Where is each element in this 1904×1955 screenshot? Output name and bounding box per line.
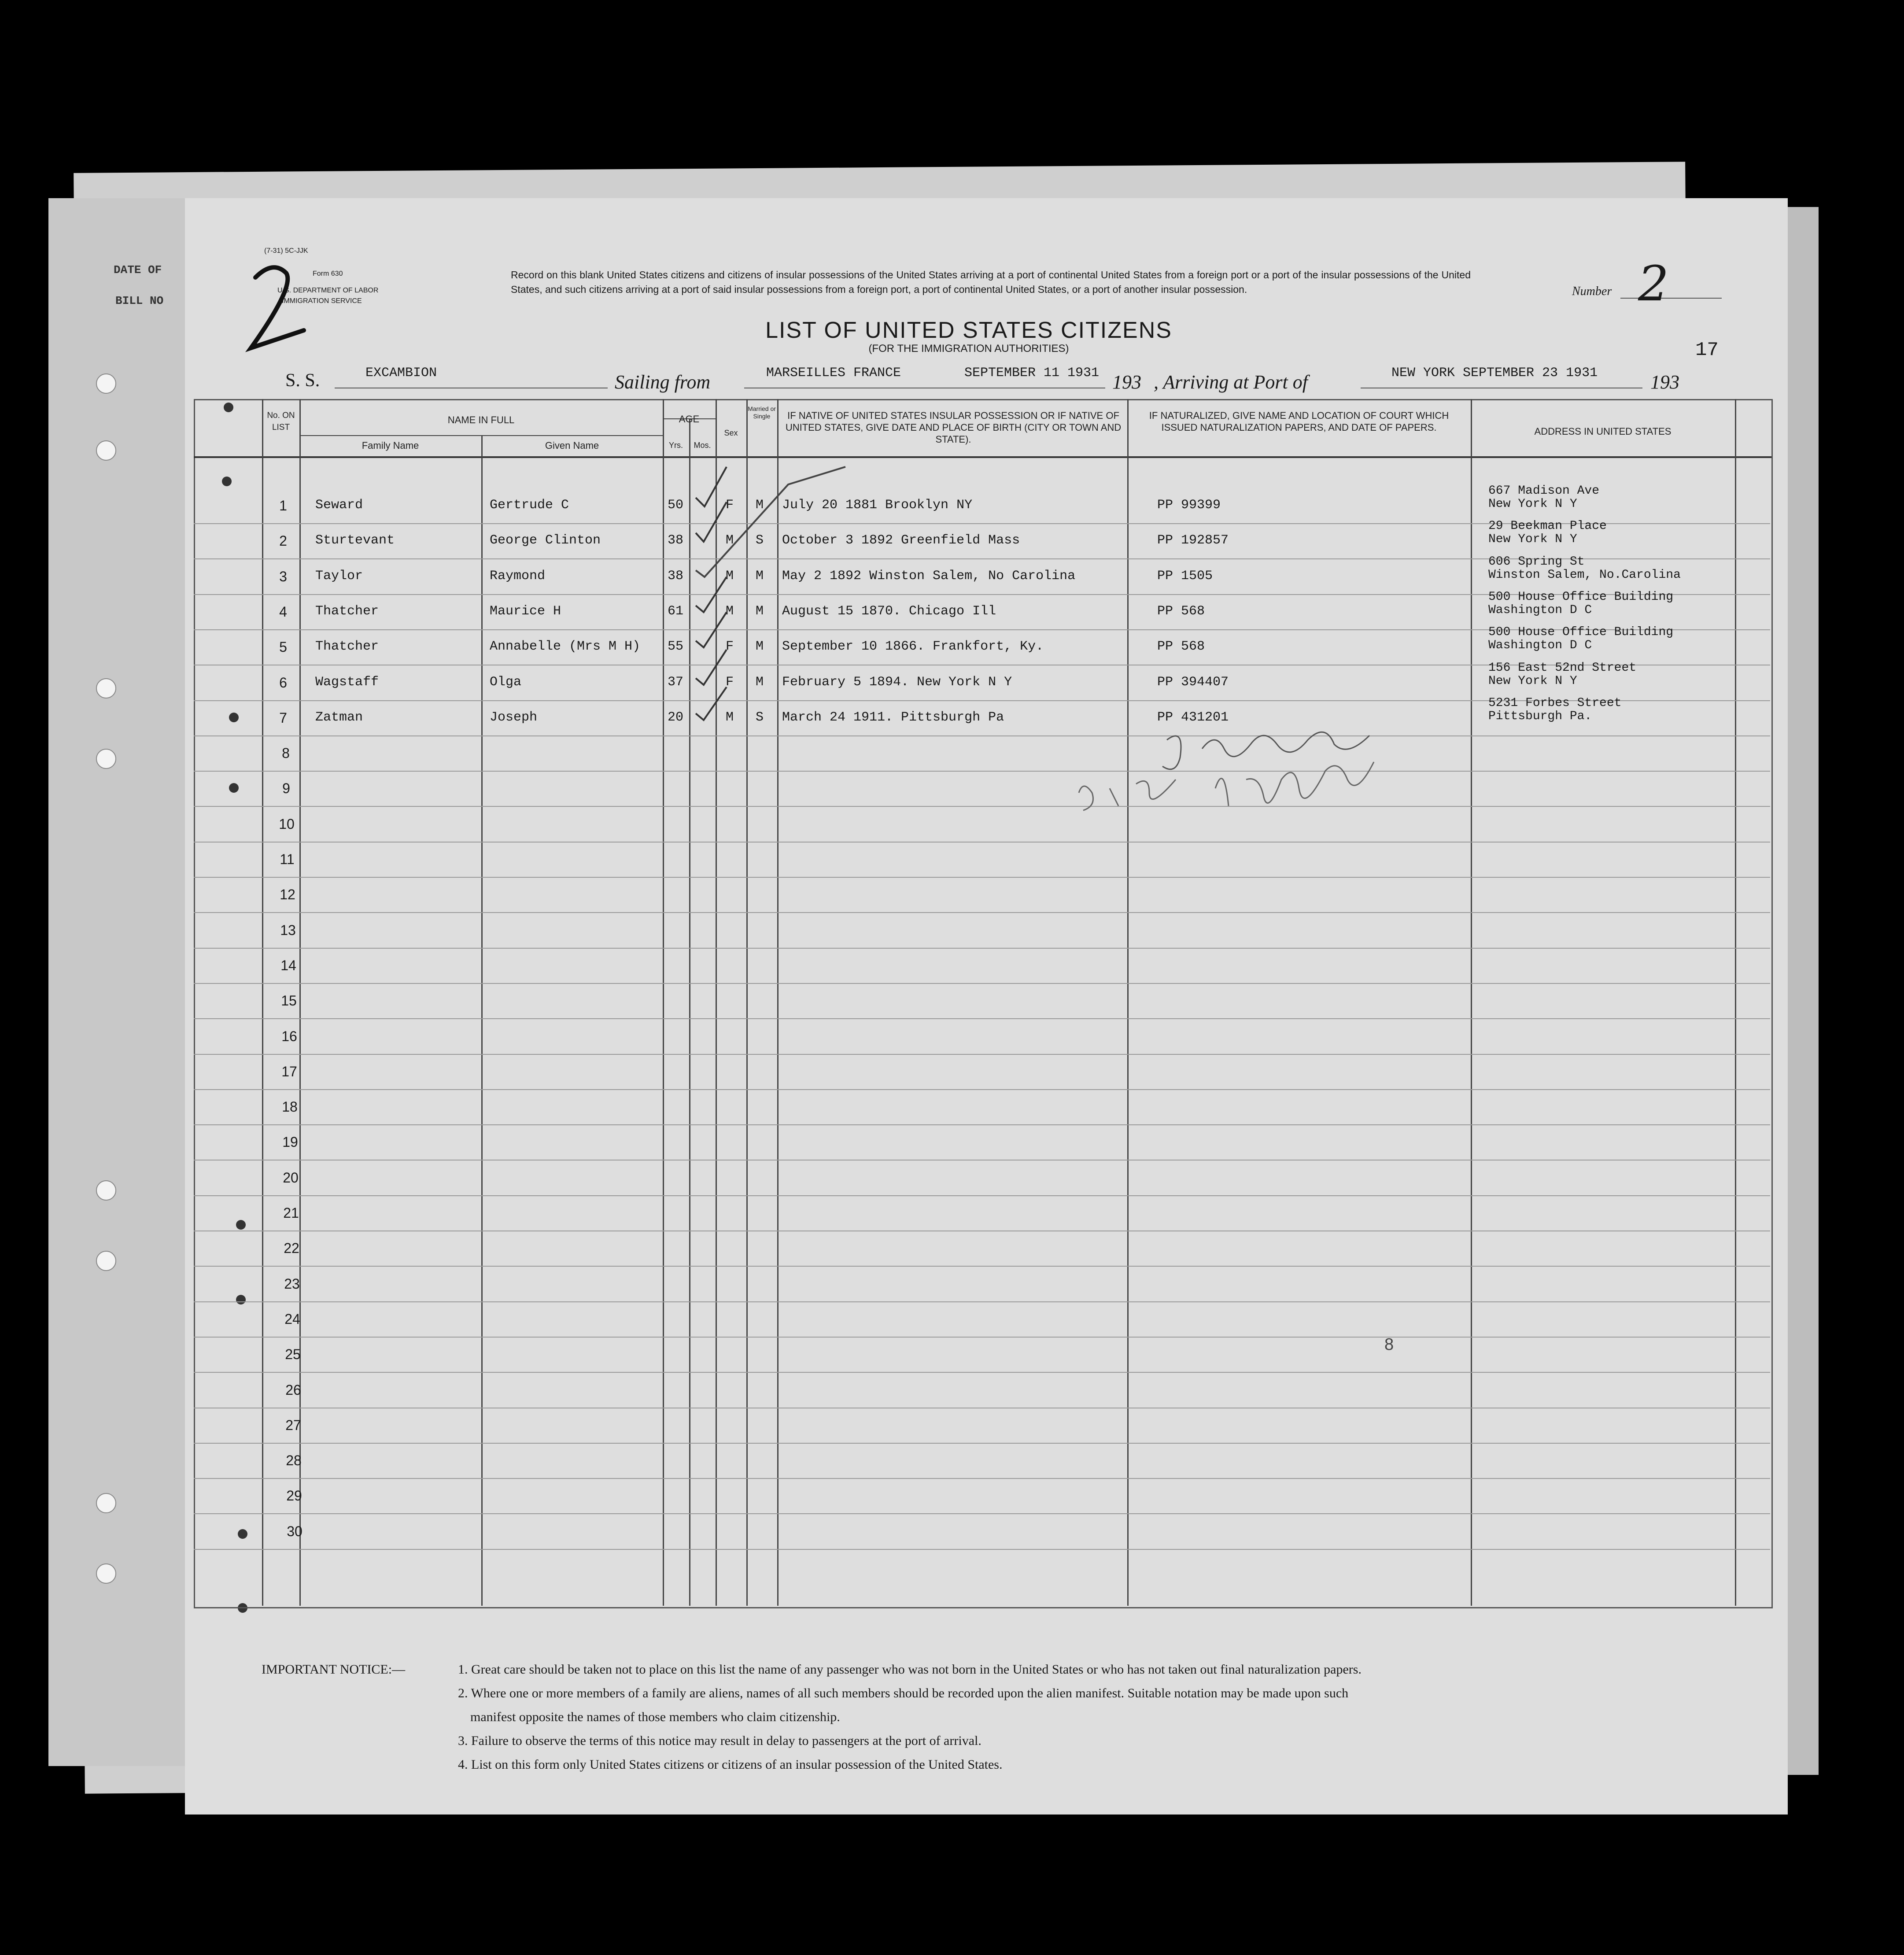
tally-check-marks bbox=[678, 449, 863, 731]
col-mos-header: Mos. bbox=[694, 441, 711, 450]
row-number: 25 bbox=[285, 1346, 301, 1363]
sex: M bbox=[726, 710, 734, 725]
row-number: 27 bbox=[285, 1417, 301, 1433]
row-rule bbox=[194, 1549, 1770, 1550]
given-name: George Clinton bbox=[490, 533, 601, 548]
naturalization-papers: PP 431201 bbox=[1157, 710, 1229, 725]
sailing-label: Sailing from bbox=[615, 371, 711, 393]
naturalization-papers: PP 394407 bbox=[1157, 674, 1229, 690]
depart-date: SEPTEMBER 11 1931 bbox=[964, 366, 1100, 381]
row-number: 5 bbox=[279, 639, 287, 655]
address-line-1: 5231 Forbes Street bbox=[1488, 696, 1622, 710]
column-line bbox=[1127, 399, 1129, 1606]
arriving-label: , Arriving at Port of bbox=[1154, 371, 1308, 393]
row-number: 10 bbox=[279, 816, 295, 832]
row-rule bbox=[194, 1478, 1770, 1479]
year-1: 193 bbox=[1112, 371, 1141, 393]
row-rule bbox=[194, 912, 1770, 913]
row-rule bbox=[194, 1372, 1770, 1373]
row-number: 24 bbox=[284, 1311, 300, 1327]
page-subtitle: (FOR THE IMMIGRATION AUTHORITIES) bbox=[868, 343, 1069, 355]
row-number: 4 bbox=[279, 603, 287, 620]
binding-hole bbox=[96, 1180, 116, 1201]
address-line-2: New York N Y bbox=[1488, 532, 1577, 547]
stray-mark: 8 bbox=[1384, 1335, 1394, 1354]
row-number: 28 bbox=[286, 1452, 302, 1469]
col-address-header: ADDRESS IN UNITED STATES bbox=[1534, 426, 1672, 437]
given-name: Annabelle (Mrs M H) bbox=[490, 639, 641, 654]
row-number: 18 bbox=[282, 1099, 298, 1115]
naturalization-papers: PP 1505 bbox=[1157, 568, 1213, 584]
binding-hole bbox=[96, 1563, 116, 1584]
notice-item-4: 4. List on this form only United States citizens or citizens of an insular possession of the United States. bbox=[458, 1757, 1003, 1772]
age-years: 38 bbox=[668, 533, 684, 548]
family-name: Wagstaff bbox=[315, 674, 379, 690]
handwritten-mark bbox=[238, 260, 326, 366]
col-family-header: Family Name bbox=[362, 440, 419, 451]
address-line-2: Winston Salem, No.Carolina bbox=[1488, 568, 1681, 582]
header-divider bbox=[194, 456, 1771, 458]
row-rule bbox=[194, 806, 1770, 807]
notice-item-3: 3. Failure to observe the terms of this notice may result in delay to passengers at the port of arrival. bbox=[458, 1733, 982, 1748]
form-service: IMMIGRATION SERVICE bbox=[282, 297, 362, 305]
binding-hole bbox=[96, 1493, 116, 1513]
row-rule bbox=[194, 1443, 1770, 1444]
col-name-header: NAME IN FULL bbox=[447, 414, 515, 425]
row-rule bbox=[194, 1266, 1770, 1267]
ss-label: S. S. bbox=[285, 370, 320, 391]
row-rule bbox=[194, 771, 1770, 772]
ship-name: EXCAMBION bbox=[365, 366, 437, 381]
sex: F bbox=[726, 498, 734, 513]
row-rule bbox=[194, 1301, 1770, 1302]
row-rule bbox=[194, 1513, 1770, 1514]
row-rule bbox=[194, 1018, 1770, 1019]
col-yrs-header: Yrs. bbox=[668, 441, 683, 450]
binding-hole bbox=[96, 1251, 116, 1271]
row-rule bbox=[194, 1124, 1770, 1125]
inspector-signature bbox=[1070, 722, 1458, 837]
family-name: Taylor bbox=[315, 568, 363, 584]
age-years: 38 bbox=[668, 568, 684, 584]
row-number: 16 bbox=[281, 1028, 297, 1044]
binding-hole bbox=[96, 440, 116, 461]
col-age-header: AGE bbox=[679, 414, 700, 425]
given-name: Gertrude C bbox=[490, 498, 569, 513]
binding-hole bbox=[96, 678, 116, 698]
family-name: Thatcher bbox=[315, 603, 379, 619]
family-name: Seward bbox=[315, 498, 363, 513]
sex: M bbox=[726, 533, 734, 548]
row-number: 23 bbox=[284, 1275, 300, 1292]
sex: F bbox=[726, 639, 734, 654]
column-line bbox=[1471, 399, 1472, 1606]
row-number: 17 bbox=[281, 1063, 297, 1079]
col-sex-header: Sex bbox=[724, 429, 738, 437]
marital-status: M bbox=[756, 498, 764, 513]
marital-status: M bbox=[756, 568, 764, 584]
arrival-port: NEW YORK SEPTEMBER 23 1931 bbox=[1391, 366, 1598, 381]
row-number: 1 bbox=[279, 498, 287, 514]
row-rule bbox=[194, 1337, 1770, 1338]
row-number: 19 bbox=[282, 1134, 298, 1150]
row-number: 22 bbox=[284, 1240, 299, 1257]
number-value: 2 bbox=[1638, 255, 1669, 312]
sailing-from: MARSEILLES FRANCE bbox=[766, 366, 901, 381]
row-number: 13 bbox=[280, 922, 296, 938]
address-line-2: Washington D C bbox=[1488, 639, 1592, 653]
birth-info: July 20 1881 Brooklyn NY bbox=[782, 498, 973, 513]
naturalization-papers: PP 568 bbox=[1157, 639, 1205, 654]
row-number: 29 bbox=[286, 1488, 302, 1504]
naturalization-papers: PP 99399 bbox=[1157, 498, 1221, 513]
number-label: Number bbox=[1572, 285, 1612, 298]
row-rule bbox=[194, 1089, 1770, 1090]
given-name: Maurice H bbox=[490, 603, 561, 619]
row-number: 2 bbox=[279, 533, 287, 549]
address-line-1: 606 Spring St bbox=[1488, 554, 1585, 569]
given-name: Joseph bbox=[490, 710, 538, 725]
binding-hole bbox=[96, 749, 116, 769]
age-years: 55 bbox=[668, 639, 684, 654]
naturalization-papers: PP 192857 bbox=[1157, 533, 1229, 548]
address-line-1: 500 House Office Building bbox=[1488, 590, 1674, 604]
col-birth-header: IF NATIVE OF UNITED STATES INSULAR POSSESSION OR IF NATIVE OF UNITED STATES, GIVE DATE AND PLACE OF BIRTH (CITY OR TOWN AND STATE). bbox=[785, 410, 1122, 445]
marital-status: M bbox=[756, 639, 764, 654]
col-naturalized-header: IF NATURALIZED, GIVE NAME AND LOCATION OF COURT WHICH ISSUED NATURALIZATION PAPERS, AND DATE OF PAPERS. bbox=[1149, 410, 1449, 433]
row-number: 14 bbox=[280, 957, 296, 973]
age-years: 61 bbox=[668, 603, 684, 619]
address-line-2: New York N Y bbox=[1488, 497, 1577, 511]
sex: M bbox=[726, 568, 734, 584]
row-rule bbox=[194, 842, 1770, 843]
sex: F bbox=[726, 674, 734, 690]
form-code: (7-31) 5C-JJK bbox=[264, 247, 308, 255]
address-line-2: Washington D C bbox=[1488, 603, 1592, 617]
row-rule bbox=[194, 948, 1770, 949]
number-line bbox=[1620, 298, 1722, 299]
row-number: 9 bbox=[282, 780, 290, 797]
row-rule bbox=[194, 983, 1770, 984]
birth-info: August 15 1870. Chicago Ill bbox=[782, 603, 996, 619]
column-line bbox=[663, 399, 664, 1606]
marital-status: M bbox=[756, 603, 764, 619]
row-rule bbox=[194, 735, 1770, 736]
col-no-header: No. ON LIST bbox=[267, 411, 295, 432]
column-line bbox=[1735, 399, 1736, 1606]
row-number: 26 bbox=[285, 1382, 301, 1398]
address-line-2: Pittsburgh Pa. bbox=[1488, 709, 1592, 723]
notice-item-1: 1. Great care should be taken not to place on this list the name of any passenger who was not born in the United States or who has not taken out final naturalization papers. bbox=[458, 1662, 1362, 1677]
row-number: 12 bbox=[280, 887, 295, 903]
address-line-1: 500 House Office Building bbox=[1488, 625, 1674, 639]
address-line-2: New York N Y bbox=[1488, 674, 1577, 688]
row-rule bbox=[194, 1195, 1770, 1196]
form-department: U.S. DEPARTMENT OF LABOR bbox=[277, 287, 379, 294]
age-years: 50 bbox=[668, 498, 684, 513]
row-number: 30 bbox=[287, 1523, 303, 1539]
marital-status: S bbox=[756, 710, 764, 725]
birth-info: May 2 1892 Winston Salem, No Carolina bbox=[782, 568, 1076, 584]
row-number: 8 bbox=[282, 745, 290, 761]
birth-info: October 3 1892 Greenfield Mass bbox=[782, 533, 1020, 548]
row-rule bbox=[194, 877, 1770, 878]
row-number: 15 bbox=[281, 993, 297, 1009]
side-label-date: DATE OF bbox=[114, 263, 162, 277]
page-title: LIST OF UNITED STATES CITIZENS bbox=[765, 318, 1172, 343]
row-number: 20 bbox=[283, 1169, 299, 1186]
naturalization-papers: PP 568 bbox=[1157, 603, 1205, 619]
side-label-bill: BILL NO bbox=[115, 294, 164, 307]
notice-heading: IMPORTANT NOTICE:— bbox=[262, 1662, 406, 1677]
notice-item-2: 2. Where one or more members of a family are aliens, names of all such members should be recorded upon the alien manifest. Suitable notation may be made upon such bbox=[458, 1686, 1349, 1700]
row-number: 6 bbox=[279, 674, 287, 691]
notice-item-2-cont: manifest opposite the names of those members who claim citizenship. bbox=[470, 1710, 840, 1724]
marital-status: M bbox=[756, 674, 764, 690]
birth-info: February 5 1894. New York N Y bbox=[782, 674, 1012, 690]
given-name: Raymond bbox=[490, 568, 546, 584]
birth-info: September 10 1866. Frankfort, Ky. bbox=[782, 639, 1044, 654]
age-years: 20 bbox=[668, 710, 684, 725]
col-given-header: Given Name bbox=[545, 440, 599, 451]
name-subdivider bbox=[299, 435, 663, 436]
given-name: Olga bbox=[490, 674, 522, 690]
family-name: Thatcher bbox=[315, 639, 379, 654]
col-married-header: Married or Single bbox=[748, 405, 776, 420]
year-2: 193 bbox=[1650, 371, 1679, 393]
birth-info: March 24 1911. Pittsburgh Pa bbox=[782, 710, 1004, 725]
column-line bbox=[481, 436, 483, 1606]
family-name: Zatman bbox=[315, 710, 363, 725]
address-line-1: 156 East 52nd Street bbox=[1488, 661, 1637, 675]
age-years: 37 bbox=[668, 674, 684, 690]
form-number: Form 630 bbox=[313, 270, 343, 277]
address-line-1: 29 Beekman Place bbox=[1488, 519, 1607, 533]
binding-hole bbox=[96, 373, 116, 394]
page-number: 17 bbox=[1695, 339, 1719, 361]
row-number: 7 bbox=[279, 710, 287, 726]
sex: M bbox=[726, 603, 734, 619]
address-line-1: 667 Madison Ave bbox=[1488, 484, 1600, 498]
row-number: 21 bbox=[283, 1205, 299, 1221]
row-number: 3 bbox=[279, 568, 287, 584]
family-name: Sturtevant bbox=[315, 533, 395, 548]
instructions-text: Record on this blank United States citizens and citizens of insular possessions of the United States arriving at a port of continental United States from a foreign port or a port of the insular possessions of the United States, and such citizens arriving at a port of said insular possessions from a foreign port, a port of continental United States, or a port of another insular possession. bbox=[511, 269, 1471, 295]
row-rule bbox=[194, 1054, 1770, 1055]
marital-status: S bbox=[756, 533, 764, 548]
row-number: 11 bbox=[280, 851, 295, 867]
